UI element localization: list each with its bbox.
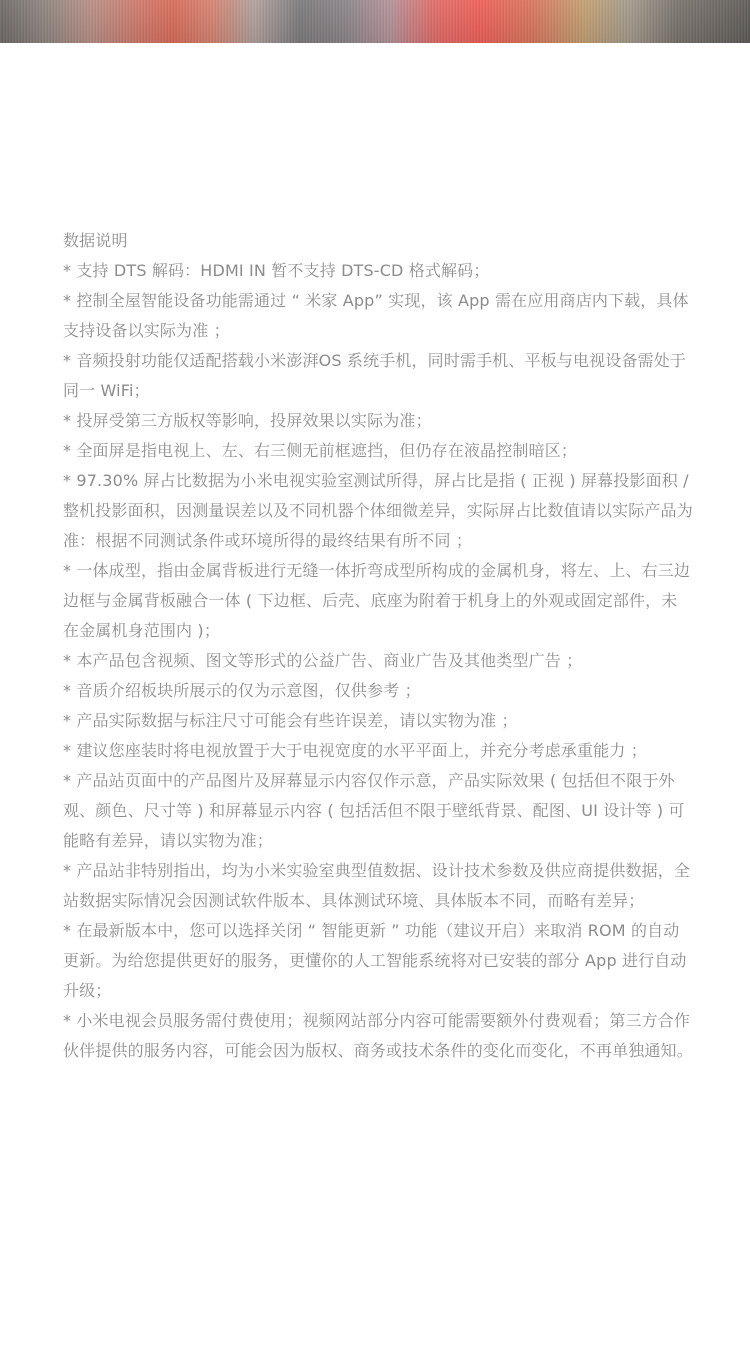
note-item-advertising: * 本产品包含视频、图文等形式的公益广告、商业广告及其他类型广告 ； [63, 651, 583, 670]
note-item-screen-ratio: * 97.30% 屏占比数据为小米电视实验室测试所得，屏占比是指 ( 正视 ) 屏幕投影面积 / 整机投影面积，因测量误差以及不同机器个体细微差异，实际屏占比数值请以实际产品为准：根据不同测试条件或环境所得的最终结果有所不同 ； [63, 471, 693, 550]
note-item-dts-decoding: * 支持 DTS 解码：HDMI IN 暂不支持 DTS-CD 格式解码； [63, 261, 490, 280]
note-item-lab-data: * 产品站非特别指出，均为小米实验室典型值数据、设计技术参数及供应商提供数据，全站数据实际情况会因测试软件版本、具体测试环境、具体版本不同，而略有差异； [63, 861, 691, 910]
note-item-smart-update: * 在最新版本中，您可以选择关闭 “ 智能更新 ” 功能（建议开启）来取消 ROM 的自动更新。为给您提供更好的服务，更懂你的人工智能系统将对已安装的部分 App 进行自动升级； [63, 921, 687, 1000]
note-item-unibody: * 一体成型，指由金属背板进行无缝一体折弯成型所构成的金属机身，将左、上、右三边边框与金属背板融合一体 ( 下边框、后壳、底座为附着于机身上的外观或固定部件，未在金属机身范围内 )； [63, 561, 691, 640]
note-item-audio-casting: * 音频投射功能仅适配搭载小米澎湃OS 系统手机，同时需手机、平板与电视设备需处于同一 WiFi； [63, 351, 687, 400]
note-item-mounting-advice: * 建议您座装时将电视放置于大于电视宽度的水平平面上，并充分考虑承重能力 ； [63, 741, 647, 760]
note-item-size-tolerance: * 产品实际数据与标注尺寸可能会有些许误差，请以实物为准 ； [63, 711, 518, 730]
note-item-product-images: * 产品站页面中的产品图片及屏幕显示内容仅作示意，产品实际效果 ( 包括但不限于外观、颜色、尺寸等 ) 和屏幕显示内容 ( 包括活但不限于壁纸背景、配图、UI 设计等 ) 可能略有差异，请以实物为准； [63, 771, 685, 850]
note-item-sound-illustration: * 音质介绍板块所展示的仅为示意图，仅供参考 ； [63, 681, 421, 700]
notes-list [63, 256, 693, 1066]
note-item-screen-casting: * 投屏受第三方版权等影响，投屏效果以实际为准； [63, 411, 432, 430]
hero-image-strip [0, 0, 750, 43]
note-item-full-screen: * 全面屏是指电视上、左、右三侧无前框遮挡，但仍存在液晶控制暗区； [63, 441, 578, 460]
note-item-membership-service: * 小米电视会员服务需付费使用；视频网站部分内容可能需要额外付费观看；第三方合作伙伴提供的服务内容，可能会因为版权、商务或技术条件的变化而变化，不再单独通知。 [63, 1011, 693, 1060]
note-item-smart-home-control: * 控制全屋智能设备功能需通过 “ 米家 App” 实现，该 App 需在应用商店内下载，具体支持设备以实际为准 ； [63, 291, 689, 340]
notes-title: 数据说明 [63, 231, 128, 250]
data-notes-section [63, 226, 693, 1066]
